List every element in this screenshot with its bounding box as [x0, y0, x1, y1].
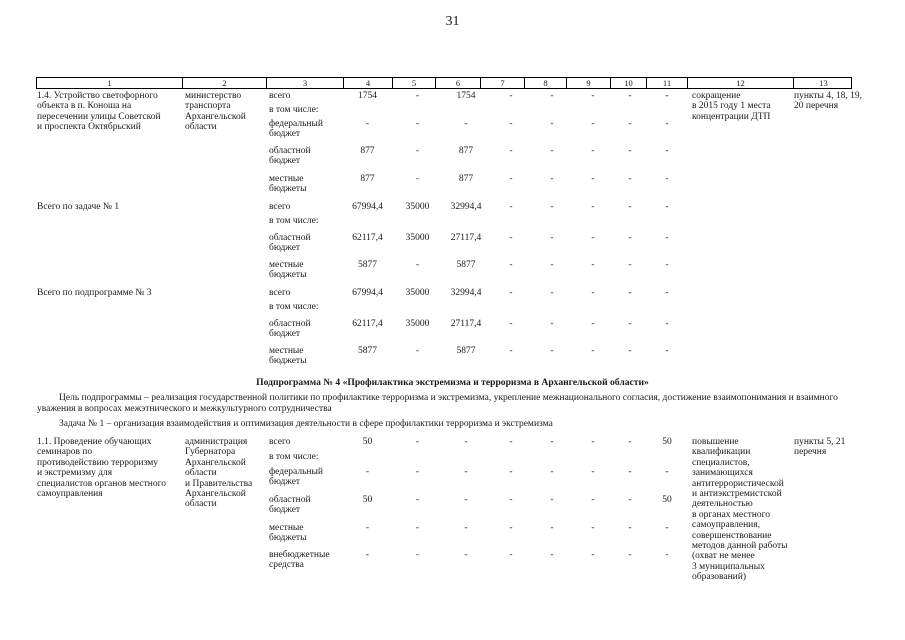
value-col11: -: [665, 319, 669, 329]
value-col4: 62117,4: [352, 319, 383, 329]
value-col11: -: [665, 91, 669, 101]
value-col10: -: [628, 202, 632, 212]
value-col8: -: [550, 202, 554, 212]
value-col8: -: [550, 550, 554, 560]
value-col4: -: [365, 119, 370, 129]
funding-source: в том числе:: [269, 216, 319, 226]
measure-name: 1.1. Проведение обучающих семинаров по противодействию терроризму и экстремизму для специалистов органов местного самоуправления: [37, 437, 167, 500]
funding-source: всего: [269, 202, 291, 212]
value-col9: -: [591, 550, 595, 560]
value-col6: -: [464, 437, 468, 447]
value-col6: 32994,4: [450, 288, 482, 298]
value-col8: -: [550, 146, 554, 156]
funding-source: местные бюджеты: [269, 260, 307, 281]
subprogram-title: Подпрограмма № 4 «Профилактика экстремизма и терроризма в Архангельской области»: [256, 377, 649, 388]
value-col5: -: [415, 550, 420, 560]
value-col10: -: [628, 319, 632, 329]
funding-source: в том числе:: [269, 452, 319, 462]
value-col6: 27117,4: [450, 319, 482, 329]
value-col9: -: [591, 233, 595, 243]
column-number: 6: [435, 78, 480, 88]
value-col4: 1754: [358, 91, 377, 101]
value-col11: -: [665, 346, 669, 356]
value-col7: -: [509, 437, 513, 447]
funding-source: всего: [269, 288, 291, 298]
value-col7: -: [509, 91, 513, 101]
value-col5: -: [415, 467, 420, 477]
funding-source: областной бюджет: [269, 319, 311, 340]
column-number: 10: [610, 78, 646, 88]
value-col8: -: [550, 174, 554, 184]
value-col6: 1754: [456, 91, 476, 101]
value-col7: -: [509, 495, 513, 505]
value-col10: -: [628, 146, 632, 156]
task-text: Задача № 1 – организация взаимодействия и оптимизация деятельности в сфере профилактики терроризма и экстремизма: [59, 419, 553, 429]
measure-executor: администрация Губернатора Архангельской области и Правительства Архангельской области: [185, 437, 253, 510]
value-col9: -: [591, 119, 595, 129]
value-col4: 50: [362, 437, 373, 447]
value-col7: -: [509, 260, 513, 270]
funding-source: всего: [269, 437, 291, 447]
funding-source: всего: [269, 91, 291, 101]
value-col4: 67994,4: [352, 202, 383, 212]
value-col10: -: [628, 174, 632, 184]
value-col11: -: [665, 119, 669, 129]
value-col5: 35000: [405, 319, 430, 329]
value-col6: 877: [458, 174, 474, 184]
value-col7: -: [509, 233, 513, 243]
value-col8: -: [550, 495, 554, 505]
value-col6: -: [464, 550, 468, 560]
value-col6: 877: [458, 146, 474, 156]
value-col9: -: [591, 91, 595, 101]
page-number: 31: [445, 14, 460, 29]
value-col7: -: [509, 146, 513, 156]
funding-source: местные бюджеты: [269, 174, 307, 195]
value-col7: -: [509, 119, 513, 129]
total-label: Всего по задаче № 1: [37, 202, 120, 212]
value-col9: -: [591, 495, 595, 505]
value-col11: -: [665, 288, 669, 298]
column-number: 9: [566, 78, 610, 88]
value-col11: -: [665, 233, 669, 243]
value-col10: -: [628, 119, 632, 129]
value-col10: -: [628, 437, 632, 447]
column-number: 5: [392, 78, 435, 88]
value-col4: 5877: [358, 260, 377, 270]
value-col6: 5877: [456, 260, 476, 270]
value-col10: -: [628, 467, 632, 477]
value-col11: -: [665, 260, 669, 270]
value-col11: -: [665, 550, 669, 560]
measure-executor: министерство транспорта Архангельской области: [185, 91, 246, 133]
value-col8: -: [550, 91, 554, 101]
column-number: 1: [107, 78, 112, 88]
value-col6: 5877: [456, 346, 476, 356]
value-col10: -: [628, 523, 632, 533]
value-col6: -: [464, 467, 468, 477]
value-col7: -: [509, 288, 513, 298]
value-col4: -: [365, 523, 370, 533]
value-col9: -: [591, 523, 595, 533]
value-col11: -: [665, 523, 669, 533]
value-col11: 50: [662, 495, 672, 505]
measure-reference: пункты 5, 21 перечня: [794, 437, 846, 458]
value-col8: -: [550, 437, 554, 447]
value-col9: -: [591, 202, 595, 212]
value-col8: -: [550, 288, 554, 298]
value-col5: 35000: [405, 288, 430, 298]
value-col7: -: [509, 174, 513, 184]
value-col6: 32994,4: [450, 202, 482, 212]
value-col9: -: [591, 319, 595, 329]
value-col6: -: [464, 119, 468, 129]
goal-text: Цель подпрограммы – реализация государственной политики по профилактике терроризма и экстремизма, укрепление межнационального согласия, достижение взаимопонимания и взаимного уважения в вопросах межэтнического и межкультурного сотрудничества: [37, 393, 838, 414]
value-col4: 5877: [358, 346, 377, 356]
value-col5: -: [415, 174, 420, 184]
value-col8: -: [550, 346, 554, 356]
value-col7: -: [509, 550, 513, 560]
value-col5: -: [415, 146, 420, 156]
value-col4: 62117,4: [352, 233, 383, 243]
value-col10: -: [628, 91, 632, 101]
value-col9: -: [591, 346, 595, 356]
value-col7: -: [509, 346, 513, 356]
funding-source: федеральный бюджет: [269, 467, 323, 488]
value-col5: -: [415, 523, 420, 533]
value-col4: -: [365, 467, 370, 477]
value-col8: -: [550, 119, 554, 129]
value-col9: -: [591, 260, 595, 270]
value-col9: -: [591, 174, 595, 184]
value-col7: -: [509, 319, 513, 329]
measure-result: сокращение в 2015 году 1 места концентрации ДТП: [692, 91, 771, 122]
total-label: Всего по подпрограмме № 3: [37, 288, 152, 298]
value-col8: -: [550, 467, 554, 477]
column-number: 2: [182, 78, 266, 88]
value-col11: -: [665, 467, 669, 477]
column-number: 7: [480, 78, 524, 88]
funding-source: местные бюджеты: [269, 346, 307, 367]
funding-source: областной бюджет: [269, 495, 311, 516]
value-col11: -: [665, 146, 669, 156]
value-col7: -: [509, 467, 513, 477]
value-col11: -: [665, 202, 669, 212]
value-col5: 35000: [405, 233, 430, 243]
column-number: 12: [687, 78, 793, 88]
value-col6: 27117,4: [450, 233, 482, 243]
value-col10: -: [628, 550, 632, 560]
column-number: 4: [343, 78, 392, 88]
value-col6: -: [464, 523, 468, 533]
value-col11: -: [665, 174, 669, 184]
measure-reference: пункты 4, 18, 19, 20 перечня: [794, 91, 862, 112]
value-col10: -: [628, 288, 632, 298]
column-number: 11: [646, 78, 687, 88]
value-col10: -: [628, 233, 632, 243]
value-col4: 50: [362, 495, 373, 505]
value-col5: -: [415, 437, 420, 447]
funding-source: областной бюджет: [269, 146, 311, 167]
value-col10: -: [628, 346, 632, 356]
value-col4: 877: [360, 174, 375, 184]
value-col11: 50: [662, 437, 672, 447]
value-col5: -: [415, 260, 420, 270]
value-col10: -: [628, 495, 632, 505]
value-col10: -: [628, 260, 632, 270]
value-col7: -: [509, 523, 513, 533]
value-col9: -: [591, 288, 595, 298]
funding-source: областной бюджет: [269, 233, 311, 254]
value-col9: -: [591, 467, 595, 477]
measure-name: 1.4. Устройство светофорного объекта в п. Коноша на пересечении улицы Советской и проспекта Октябрьский: [37, 91, 161, 133]
funding-source: внебюджетные средства: [269, 550, 330, 571]
value-col8: -: [550, 523, 554, 533]
value-col9: -: [591, 146, 595, 156]
value-col4: -: [365, 550, 370, 560]
measure-result: повышение квалификации специалистов, занимающихся антитеррористической и антиэкстремистской деятельностью в органах местного самоуправления, совершенствование методов данной работы (охват не менее 3 муниципальных образований): [692, 437, 788, 583]
value-col5: -: [415, 119, 420, 129]
column-number: 3: [266, 78, 343, 88]
column-number: 13: [793, 78, 853, 88]
funding-source: в том числе:: [269, 302, 319, 312]
value-col6: -: [464, 495, 468, 505]
value-col8: -: [550, 319, 554, 329]
value-col4: 877: [360, 146, 375, 156]
column-number: 8: [524, 78, 566, 88]
funding-source: в том числе:: [269, 105, 319, 115]
value-col8: -: [550, 233, 554, 243]
value-col5: -: [415, 495, 420, 505]
value-col5: 35000: [405, 202, 430, 212]
funding-source: федеральный бюджет: [269, 119, 323, 140]
value-col9: -: [591, 437, 595, 447]
value-col5: -: [415, 91, 420, 101]
funding-source: местные бюджеты: [269, 523, 307, 544]
value-col8: -: [550, 260, 554, 270]
value-col4: 67994,4: [352, 288, 383, 298]
value-col7: -: [509, 202, 513, 212]
column-number-row: [36, 77, 852, 89]
value-col5: -: [415, 346, 420, 356]
